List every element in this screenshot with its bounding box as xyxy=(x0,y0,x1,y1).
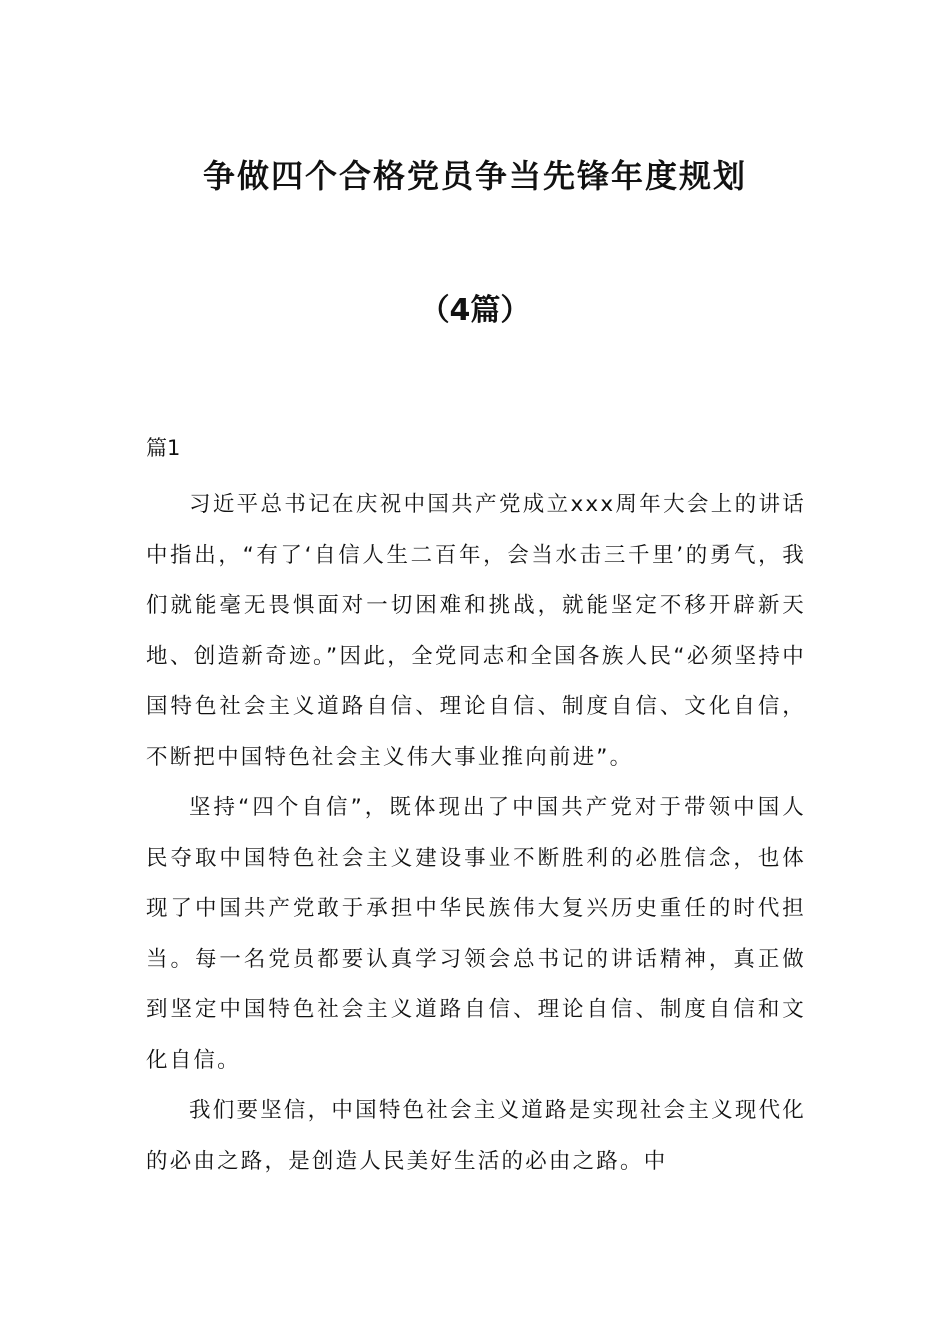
paragraph-1: 习近平总书记在庆祝中国共产党成立xxx周年大会上的讲话中指出，“有了‘自信人生二百年，会当水击三千里’的勇气，我们就能毫无畏惧面对一切困难和挑战，就能坚定不移开辟新天地、创造新奇迹。”因此，全党同志和全国各族人民“必须坚持中国特色社会主义道路自信、理论自信、制度自信、文化自信，不断把中国特色社会主义伟大事业推向前进”。 xyxy=(146,492,806,770)
paragraph-3: 我们要坚信，中国特色社会主义道路是实现社会主义现代化的必由之路，是创造人民美好生活的必由之路。中 xyxy=(146,1098,806,1174)
document-title: 争做四个合格党员争当先锋年度规划 xyxy=(202,157,747,195)
document-subtitle: （4篇） xyxy=(419,293,531,328)
document-body xyxy=(146,480,806,1187)
section-label: 篇1 xyxy=(146,436,181,460)
paragraph-2: 坚持“四个自信”，既体现出了中国共产党对于带领中国人民夺取中国特色社会主义建设事业不断胜利的必胜信念，也体现了中国共产党敢于承担中华民族伟大复兴历史重任的时代担当。每一名党员都要认真学习领会总书记的讲话精神，真正做到坚定中国特色社会主义道路自信、理论自信、制度自信和文化自信。 xyxy=(146,795,806,1073)
